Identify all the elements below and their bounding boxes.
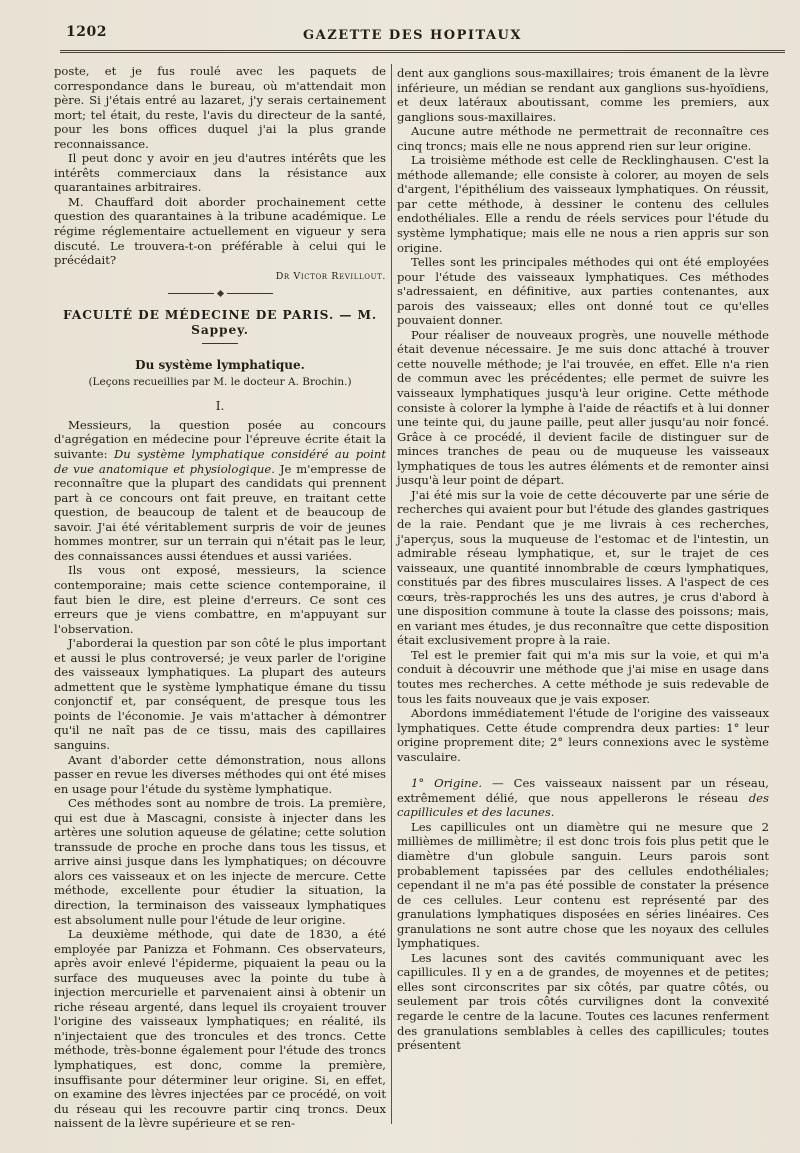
section-title: FACULTÉ DE MÉDECINE DE PARIS. — M. Sappey. [63, 308, 377, 337]
header-rule [60, 50, 785, 53]
origin-emphasis: des capillicules et des lacunes. [397, 790, 769, 820]
ornament-line [227, 293, 273, 294]
body-paragraph: Pour réaliser de nouveaux progrès, une nouvelle méthode était devenue nécessaire. Je me suis donc attaché à trouver cette nouvelle méthode; je l'ai trouvée, en effet. Elle n'a rien de commun avec les précédentes; elle permet de suivre les vaisseaux lymphatiques jusqu'à leur origine. Cette méthode consiste à colorer la lymphe à l'aide de réactifs et à lui donner une teinte qui, du jaune paille, peut aller jusqu'au noir foncé. Grâce à ce procédé, il devient facile de distinguer sur de minces tranches de peau ou de muqueuse les vaisseaux lymphatiques de tous les autres éléments et de remonter ainsi jusqu'à leur point de départ. [397, 327, 769, 488]
body-paragraph: Abordons immédiatement l'étude de l'origine des vaisseaux lymphatiques. Cette étude comprendra deux parties: 1° leur origine proprement dite; 2° leurs connexions avec le système vasculaire. [397, 706, 769, 764]
journal-title: GAZETTE DES HOPITAUX [303, 28, 522, 43]
body-paragraph: Les capillicules ont un diamètre qui ne mesure que 2 millièmes de millimètre; il est donc trois fois plus petit que le diamètre d'un globule sanguin. Leurs parois sont probablement tapissées par des cellules endothéliales; cependant il ne m'a pas été possible de constater la présence de ces cellules. Leur contenu est représenté par des granulations lymphatiques disposées en séries linéaires. Ces granulations ne sont autre chose que les noyaux des cellules lymphatiques. [397, 819, 769, 951]
ornament-line [168, 293, 214, 294]
left-column [54, 64, 386, 1131]
intro-paragraph: poste, et je fus roulé avec les paquets de correspondance dans le bureau, où m'attendait mon père. Si j'étais entré au lazaret, j'y serais certainement mort; tel était, du reste, l'avis du directeur de la santé, pour les bons offices duquel j'ai la plus grande reconnaissance. [54, 64, 386, 151]
ornament-diamond [216, 290, 223, 297]
body-paragraph: Ils vous ont exposé, messieurs, la science contemporaine; mais cette science contemporaine, il faut bien le dire, est pleine d'erreurs. Ce sont ces erreurs que je viens combattre, en m'appuyant sur l'observation. [54, 563, 386, 636]
opening-paragraph [54, 418, 386, 563]
origin-label: 1° Origine. [411, 776, 483, 791]
intro-paragraph: M. Chauffard doit aborder prochainement cette question des quarantaines à la tribune académique. Le régime réglementaire actuellement en vigueur y sera discuté. Le trouvera-t-on préférable à celui qui le précédait? [54, 194, 386, 268]
exam-question: Du système lymphatique considéré au point de vue anatomique et physiologique. [54, 447, 386, 476]
opening-text-cont: Je m'empresse de reconnaître que la plupart des candidats qui prennent part à ce concours ont fait preuve, en traitant cette question, de beaucoup de talent et de beaucoup de savoir. J'ai été véritablement surpris de voir de jeunes hommes montrer, sur un terrain qui n'était pas le leur, des connaissances aussi étendues et aussi variées. [54, 461, 387, 563]
ornament-divider [54, 288, 386, 298]
body-paragraph: Avant d'aborder cette démonstration, nous allons passer en revue les diverses méthodes qui ont été mises en usage pour l'étude du système lymphatique. [54, 752, 386, 796]
lecture-title: Du système lymphatique. [135, 358, 305, 373]
body-paragraph: La deuxième méthode, qui date de 1830, a été employée par Panizza et Fohmann. Ces observateurs, après avoir enlevé l'épiderme, piquaient la peau ou la surface des muqueuses avec la pointe du tube à injection mercurielle et parvenaient ainsi à obtenir un riche réseau argenté, dans lequel ils croyaient trouver l'origine des vaisseaux lymphatiques; en réalité, ils n'injectaient que des troncules et des troncs. Cette méthode, très-bonne également pour l'étude des troncs lymphatiques, est donc, comme la première, insuffisante pour déterminer leur origine. Si, en effet, on examine des lèvres injectées par ce procédé, on voit du réseau qui les recouvre partir cinq troncs. Deux naissent de la lèvre supérieure et se ren- [54, 927, 386, 1131]
body-paragraph: Tel est le premier fait qui m'a mis sur la voie, et qui m'a conduit à découvrir une méthode que j'ai mise en usage dans toutes mes recherches. A cette méthode je suis redevable de tous les faits nouveaux que je vais exposer. [397, 647, 769, 706]
intro-paragraph: Il peut donc y avoir en jeu d'autres intérêts que les intérêts commerciaux dans la résistance aux quarantaines arbitraires. [54, 151, 386, 195]
lecture-note: (Leçons recueillies par M. le docteur A. Brochin.) [88, 375, 352, 388]
body-paragraph: La troisième méthode est celle de Recklinghausen. C'est la méthode allemande; elle consiste à colorer, au moyen de sels d'argent, l'épithélium des vaisseaux lymphatiques. On réussit, par cette méthode, à dessiner le contenu des cellules endothéliales. Elle a rendu de réels services pour l'étude du système lymphatique; mais elle ne nous a rien appris sur son origine. [397, 153, 769, 255]
origin-paragraph [397, 776, 769, 820]
body-paragraph: Telles sont les principales méthodes qui ont été employées pour l'étude des vaisseaux lymphatiques. Ces méthodes s'adressaient, en définitive, aux parties contenantes, aux parois des vaisseaux; elles ont donné tout ce qu'elles pouvaient donner. [397, 255, 769, 328]
body-paragraph: Ces méthodes sont au nombre de trois. La première, qui est due à Mascagni, consiste à injecter dans les artères une solution aqueuse de gélatine; cette solution transsude de proche en proche dans tous les tissus, et arrive ainsi jusque dans les lymphatiques; on découvre alors ces vaisseaux et on les injecte de mercure. Cette méthode, excellente pour étudier la situation, la direction, la terminaison des vaisseaux lymphatiques est absolument nulle pour l'étude de leur origine. [54, 796, 386, 927]
section-rule [202, 343, 238, 344]
column-divider [391, 64, 392, 1124]
body-paragraph: Aucune autre méthode ne permettrait de reconnaître ces cinq troncs; mais elle ne nous apprend rien sur leur origine. [397, 124, 769, 153]
part-number: I. [215, 399, 225, 414]
origin-text: — Ces vaisseaux naissent par un réseau, extrêmement délié, que nous appellerons le réseau [397, 776, 769, 805]
page-number: 1202 [66, 24, 107, 40]
author-signature: Dr Victor Revillout. [275, 270, 386, 282]
opening-text: Messieurs, la question posée au concours d'agrégation en médecine pour l'épreuve écrite était la suivante: [54, 417, 386, 462]
right-column [397, 66, 769, 1053]
body-paragraph: dent aux ganglions sous-maxillaires; trois émanent de la lèvre inférieure, un médian se rendant aux ganglions sus-hyoïdiens, et deux latéraux aboutissant, comme les premiers, aux ganglions sous-maxillaires. [397, 66, 769, 124]
body-paragraph: Les lacunes sont des cavités communiquant avec les capillicules. Il y en a de grandes, de moyennes et de petites; elles sont circonscrites par six côtés, par quatre côtés, ou seulement par trois côtés curvilignes dont la convexité regarde le centre de la lacune. Toutes ces lacunes renferment des granulations semblables à celles des capillicules; toutes présentent [397, 950, 769, 1053]
body-paragraph: J'ai été mis sur la voie de cette découverte par une série de recherches qui avaient pour but l'étude des glandes gastriques de la raie. Pendant que je me livrais à ces recherches, j'aperçus, sous la muqueuse de l'estomac et de l'intestin, un admirable réseau lymphatique, et, sur le trajet de ces vaisseaux, une quantité innombrable de cœurs lymphatiques, constitués par des fibres musculaires lisses. A l'aspect de ces cœurs, très-rapprochés les uns des autres, je crus d'abord à une disposition commune à toute la classe des poissons; mais, en variant mes études, je dus reconnaître que cette disposition était exclusivement propre à la raie. [397, 487, 769, 648]
body-paragraph: J'aborderai la question par son côté le plus important et aussi le plus controversé; je veux parler de l'origine des vaisseaux lymphatiques. La plupart des auteurs admettent que le système lymphatique émane du tissu conjonctif et, par conséquent, de presque tous les points de l'économie. Je vais m'attacher à démontrer qu'il ne naît pas de ce tissu, mais des capillaires sanguins. [54, 636, 386, 752]
page-header [40, 22, 785, 50]
